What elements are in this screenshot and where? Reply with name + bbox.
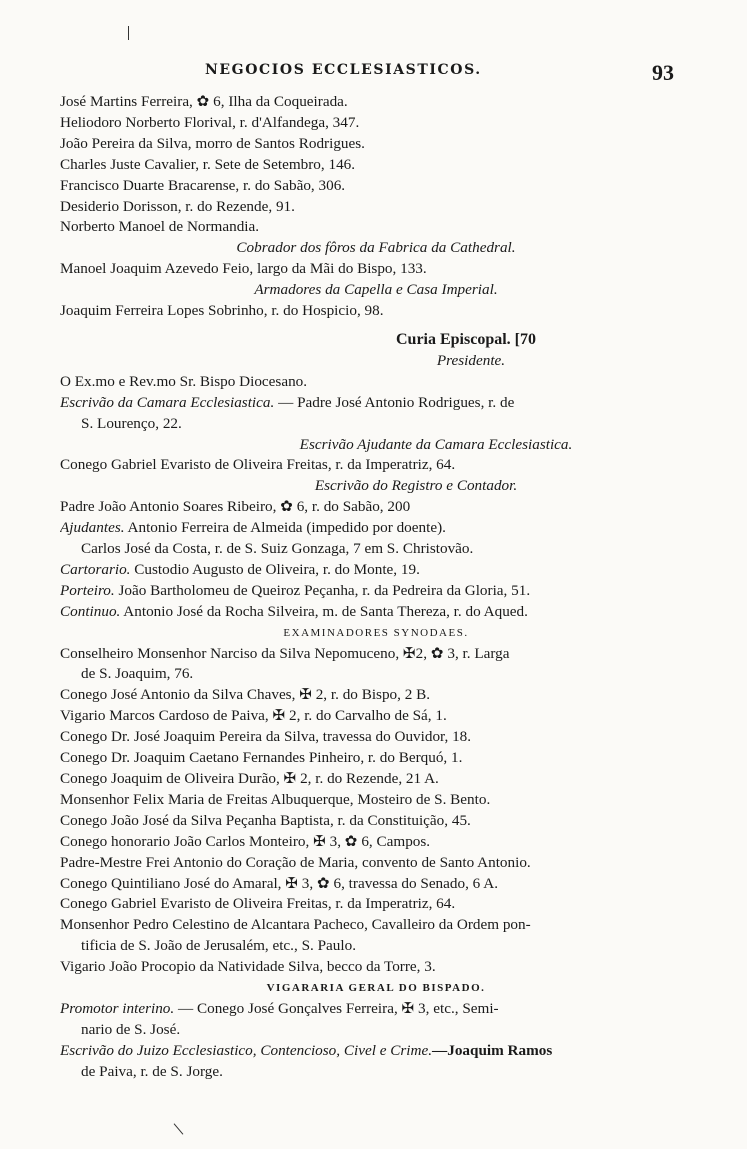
list-item-cont: tificia de S. João de Jerusalém, etc., S. Paulo. (81, 937, 356, 955)
subheading-ajudante: Escrivão Ajudante da Camara Ecclesiastica. (299, 435, 573, 453)
list-item: Vigario João Procopio da Natividade Silva, becco da Torre, 3. (60, 958, 436, 976)
list-item: Charles Juste Cavalier, r. Sete de Setembro, 146. (60, 155, 356, 173)
scan-mark (128, 26, 129, 40)
list-item: Francisco Duarte Bracarense, r. do Sabão, 306. (60, 176, 346, 194)
role-label: Escrivão da Camara Ecclesiastica. (60, 393, 275, 411)
list-item: Monsenhor Felix Maria de Freitas Albuquerque, Mosteiro de S. Bento. (60, 790, 491, 808)
section-heading-cobrador: Cobrador dos fôros da Fabrica da Cathedral. (236, 239, 516, 257)
examinadores-list (60, 644, 692, 979)
list-item: Conego Dr. Joaquim Caetano Fernandes Pinheiro, r. do Berquó, 1. (60, 749, 463, 767)
list-item: Joaquim Ferreira Lopes Sobrinho, r. do Hospicio, 98. (60, 302, 384, 320)
list-item: Conego Dr. José Joaquim Pereira da Silva, travessa do Ouvidor, 18. (60, 728, 472, 746)
list-item: Norberto Manoel de Normandia. (60, 218, 260, 236)
list-item: Padre João Antonio Soares Ribeiro, ✿ 6, r. do Sabão, 200 (60, 498, 411, 516)
role-label: Escrivão do Juizo Ecclesiastico, Contencioso, Civel e Crime. (60, 1041, 433, 1059)
list-item (60, 602, 692, 623)
list-item: Conego Gabriel Evaristo de Oliveira Freitas, r. da Imperatriz, 64. (60, 456, 456, 474)
role-text: —Joaquim Ramos (432, 1041, 553, 1059)
page-body (60, 92, 692, 1083)
section-heading-armadores: Armadores da Capella e Casa Imperial. (254, 281, 498, 299)
subheading-presidente: Presidente. (436, 351, 506, 369)
page-number: 93 (652, 60, 674, 85)
section-heading-curia: Curia Episcopal. [70 (395, 330, 536, 348)
list-item: Conego João José da Silva Peçanha Baptista, r. da Constituição, 45. (60, 811, 471, 829)
list-item: Conselheiro Monsenhor Narciso da Silva Nepomuceno, ✠2, ✿ 3, r. Larga (60, 644, 510, 662)
list-item: Monsenhor Pedro Celestino de Alcantara Pacheco, Cavalleiro da Ordem pon- (60, 916, 531, 934)
list-item: Conego Quintiliano José do Amaral, ✠ 3, ✿ 6, travessa do Senado, 6 A. (60, 874, 498, 892)
list-item (60, 393, 692, 414)
list-item: Heliodoro Norberto Florival, r. d'Alfandega, 347. (60, 113, 360, 131)
role-text: Antonio José da Rocha Silveira, m. de Santa Thereza, r. do Aqued. (120, 602, 528, 620)
role-text: Custodio Augusto de Oliveira, r. do Monte, 19. (130, 560, 420, 578)
list-item (60, 581, 692, 602)
list-item-cont: de S. Joaquim, 76. (81, 665, 194, 683)
list-item (60, 999, 692, 1020)
list-item: Manoel Joaquim Azevedo Feio, largo da Mãi do Bispo, 133. (60, 260, 427, 278)
role-text: João Bartholomeu de Queiroz Peçanha, r. da Pedreira da Gloria, 51. (114, 581, 531, 599)
page-header (0, 58, 747, 88)
role-text: — Conego José Gonçalves Ferreira, ✠ 3, etc., Semi- (174, 999, 499, 1017)
scan-mark (174, 1123, 184, 1134)
list-item-cont: nario de S. José. (81, 1020, 181, 1038)
list-item-cont: Carlos José da Costa, r. de S. Suiz Gonzaga, 7 em S. Christovão. (81, 540, 474, 558)
list-item: José Martins Ferreira, ✿ 6, Ilha da Coqueirada. (60, 93, 348, 110)
list-item: Conego honorario João Carlos Monteiro, ✠ 3, ✿ 6, Campos. (60, 832, 431, 850)
role-text: — Padre José Antonio Rodrigues, r. de (274, 393, 515, 411)
list-item: O Ex.mo e Rev.mo Sr. Bispo Diocesano. (60, 372, 308, 390)
list-item (60, 1041, 692, 1062)
list-item: Conego Gabriel Evaristo de Oliveira Freitas, r. da Imperatriz, 64. (60, 895, 456, 913)
list-item: Vigario Marcos Cardoso de Paiva, ✠ 2, r. do Carvalho de Sá, 1. (60, 707, 447, 725)
role-label: Promotor interino. (60, 999, 175, 1017)
list-item: João Pereira da Silva, morro de Santos Rodrigues. (60, 134, 365, 152)
section-heading-vigararia: VIGARARIA GERAL DO BISPADO. (266, 982, 486, 995)
role-label: Porteiro. (60, 581, 115, 599)
running-title: NEGOCIOS ECCLESIASTICOS. (205, 62, 482, 78)
list-item-cont: S. Lourenço, 22. (81, 414, 182, 432)
section-heading-examinadores: EXAMINADORES SYNODAES. (283, 626, 469, 639)
role-label: Ajudantes. (60, 519, 125, 537)
list-item: Padre-Mestre Frei Antonio do Coração de Maria, convento de Santo Antonio. (60, 853, 531, 871)
role-label: Continuo. (60, 602, 121, 620)
list-item: Desiderio Dorisson, r. do Rezende, 91. (60, 197, 295, 215)
list-item (60, 518, 692, 539)
list-item: Conego José Antonio da Silva Chaves, ✠ 2, r. do Bispo, 2 B. (60, 686, 431, 704)
list-item (60, 560, 692, 581)
list-item: Conego Joaquim de Oliveira Durão, ✠ 2, r. do Rezende, 21 A. (60, 770, 439, 787)
names-list (60, 92, 692, 238)
role-label: Cartorario. (60, 560, 131, 578)
role-text: Antonio Ferreira de Almeida (impedido por doente). (124, 519, 446, 537)
list-item-cont: de Paiva, r. de S. Jorge. (81, 1062, 223, 1080)
subheading-registro: Escrivão do Registro e Contador. (314, 477, 518, 495)
